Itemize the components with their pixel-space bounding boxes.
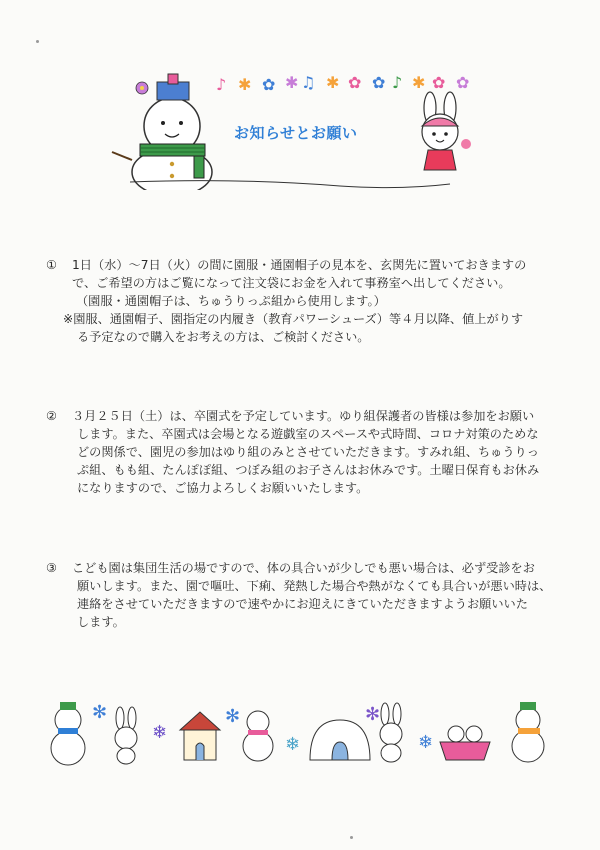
notice-line: る予定なので購入をお考えの方は、ご検討ください。 xyxy=(77,330,370,344)
notice-line: どの関係で、園児の参加はゆり組のみとさせていただきます。すみれ組、ちゅうりっ xyxy=(77,445,539,459)
svg-text:♪: ♪ xyxy=(216,75,227,94)
svg-text:✱: ✱ xyxy=(326,73,340,92)
notice-line: 願いします。また、園で嘔吐、下痢、発熱した場合や熱がなくても具合いが悪い時は、 xyxy=(77,579,552,593)
notice-2 xyxy=(46,407,566,497)
igloo-icon xyxy=(310,720,370,760)
rabbit-illustration xyxy=(422,92,471,170)
svg-text:♫: ♫ xyxy=(301,73,316,92)
svg-text:✿: ✿ xyxy=(262,75,276,94)
notice-line: で、ご希望の方はご覧になって注文袋にお金を入れて事務室へ出してください。 xyxy=(72,276,511,290)
notice-number: ① xyxy=(46,258,57,272)
svg-text:✿: ✿ xyxy=(456,73,470,92)
rabbit-small-icon xyxy=(380,703,402,762)
house-icon xyxy=(180,712,220,760)
notice-1 xyxy=(46,256,566,346)
svg-text:❄: ❄ xyxy=(418,732,434,753)
notice-line: 連絡をさせていただきますので速やかにお迎えにきていただきますようお願いいた xyxy=(77,597,528,611)
notice-3 xyxy=(46,559,566,631)
snowman-small-icon xyxy=(512,702,544,762)
notice-line: ３月２５日（土）は、卒園式を予定しています。ゆり組保護者の皆様は参加をお願い xyxy=(72,409,535,423)
notice-line: ぷ組、もも組、たんぽぽ組、つぼみ組のお子さんはお休みです。土曜日保育もお休み xyxy=(77,463,540,477)
rabbit-small-icon xyxy=(115,707,137,764)
svg-text:✱: ✱ xyxy=(412,73,426,92)
notice-number: ② xyxy=(46,409,57,423)
notice-line: こども園は集団生活の場ですので、体の具合いが少しでも悪い場合は、必ず受診をお xyxy=(72,561,535,575)
scan-speck xyxy=(36,40,39,43)
svg-text:✿: ✿ xyxy=(432,73,446,92)
footer-illustration xyxy=(40,690,560,770)
snowman-small-icon xyxy=(51,702,85,765)
snowman-illustration xyxy=(112,74,212,190)
notice-line: になりますので、ご協力よろしくお願いいたします。 xyxy=(77,481,369,495)
snowman-small-icon xyxy=(243,711,273,761)
svg-text:✻: ✻ xyxy=(365,704,381,725)
svg-text:✱: ✱ xyxy=(285,73,299,92)
svg-text:✻: ✻ xyxy=(225,706,241,727)
notice-number: ③ xyxy=(46,561,57,575)
svg-text:❄: ❄ xyxy=(285,734,301,755)
notice-line: します。 xyxy=(77,615,125,629)
notice-line: します。また、卒園式は会場となる遊戯室のスペースや式時間、コロナ対策のためな xyxy=(77,427,539,441)
svg-text:✻: ✻ xyxy=(92,702,108,723)
notice-line: （園服・通園帽子は、ちゅうりっぷ組から使用します。） xyxy=(76,294,386,308)
svg-text:✱: ✱ xyxy=(238,75,252,94)
svg-text:♪: ♪ xyxy=(392,73,403,92)
music-notes-decoration xyxy=(216,73,469,94)
page-title: お知らせとお願い xyxy=(234,124,358,142)
svg-text:✿: ✿ xyxy=(372,73,386,92)
svg-text:❄: ❄ xyxy=(152,722,168,743)
notice-line: ※園服、通園帽子、園指定の内履き（教育パワーシューズ）等４月以降、値上がりす xyxy=(63,312,524,326)
bath-rabbits-icon xyxy=(440,726,490,760)
scan-speck xyxy=(350,836,353,839)
notice-line: 1日（水）～7日（火）の間に園服・通園帽子の見本を、玄関先に置いておきますの xyxy=(72,258,527,272)
svg-text:✿: ✿ xyxy=(348,73,362,92)
